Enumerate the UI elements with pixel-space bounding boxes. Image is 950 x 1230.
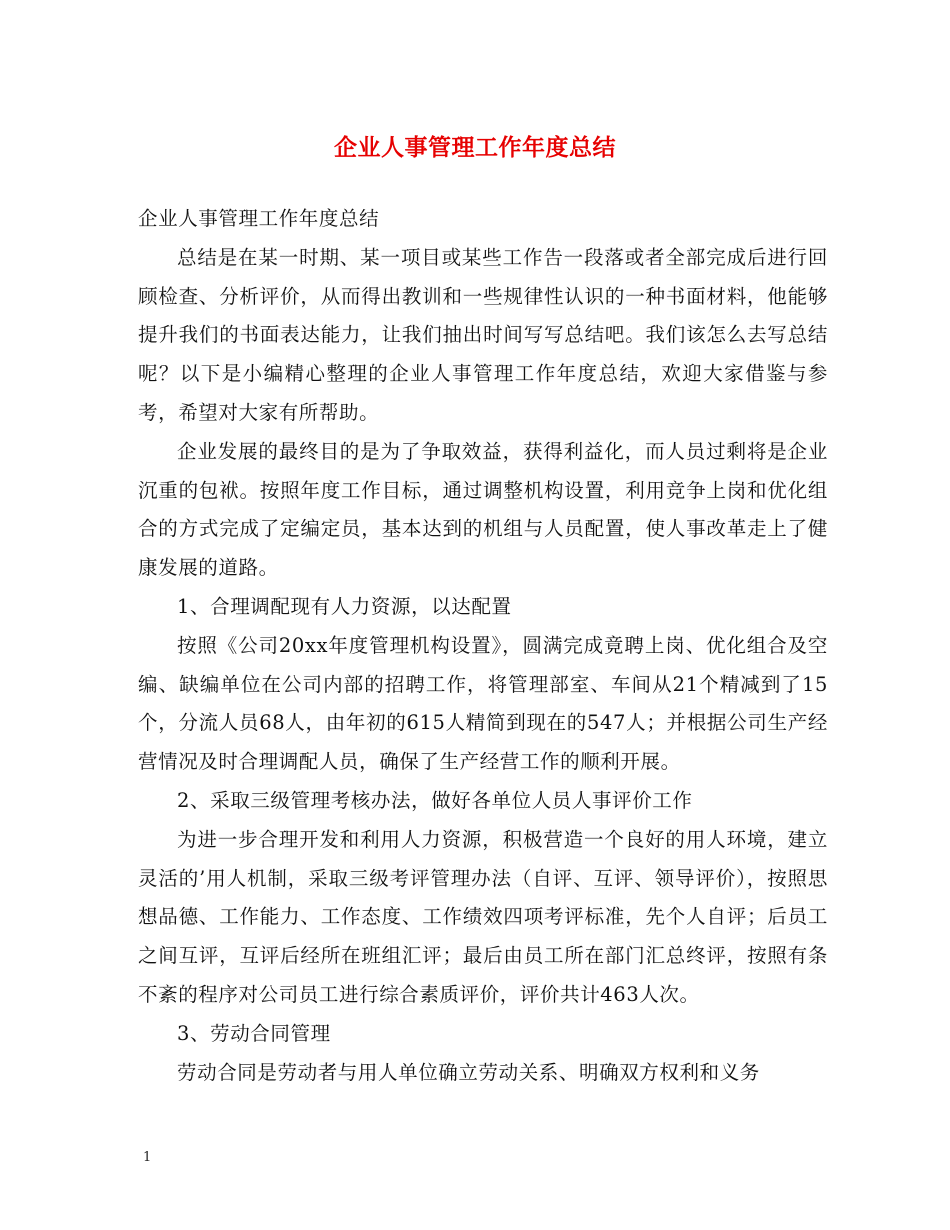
- paragraph-section-2: 为进一步合理开发和利用人力资源，积极营造一个良好的用人环境，建立灵活的’用人机制，采取三级考评管理办法（自评、互评、领导评价），按照思想品德、工作能力、工作态度、工作绩效四项考评标准，先个人自评；后员工之间互评，互评后经所在班组汇评；最后由员工所在部门汇总终评，按照有条不紊的程序对公司员工进行综合素质评价，评价共计463人次。: [138, 827, 828, 1006]
- document-body: [138, 200, 828, 1092]
- section-heading-3: 3、劳动合同管理: [177, 1021, 331, 1045]
- paragraph-subtitle: 企业人事管理工作年度总结: [138, 207, 380, 230]
- page-number: 1: [143, 1150, 152, 1165]
- document-title: 企业人事管理工作年度总结: [334, 134, 616, 161]
- paragraph-section-1: 按照《公司20xx年度管理机构设置》，圆满完成竟聘上岗、优化组合及空编、缺编单位在公司内部的招聘工作，将管理部室、车间从21个精减到了15个，分流人员68人，由年初的615人精简到现在的547人；并根据公司生产经营情况及时合理调配人员，确保了生产经营工作的顺利开展。: [138, 633, 828, 774]
- paragraph-intro: 总结是在某一时期、某一项目或某些工作告一段落或者全部完成后进行回顾检查、分析评价，从而得出教训和一些规律性认识的一种书面材料，他能够提升我们的书面表达能力，让我们抽出时间写写总结吧。我们该怎么去写总结呢？以下是小编精心整理的企业人事管理工作年度总结，欢迎大家借鉴与参考，希望对大家有所帮助。: [138, 245, 828, 424]
- paragraph-section-3: 劳动合同是劳动者与用人单位确立劳动关系、明确双方权利和义务: [177, 1060, 760, 1084]
- section-heading-1: 1、合理调配现有人力资源，以达配置: [177, 594, 512, 618]
- section-heading-2: 2、采取三级管理考核办法，做好各单位人员人事评价工作: [177, 788, 693, 812]
- paragraph-overview: 企业发展的最终目的是为了争取效益，获得利益化，而人员过剩将是企业沉重的包袱。按照年度工作目标，通过调整机构设置，利用竞争上岗和优化组合的方式完成了定编定员，基本达到的机组与人员配置，使人事改革走上了健康发展的道路。: [138, 439, 828, 580]
